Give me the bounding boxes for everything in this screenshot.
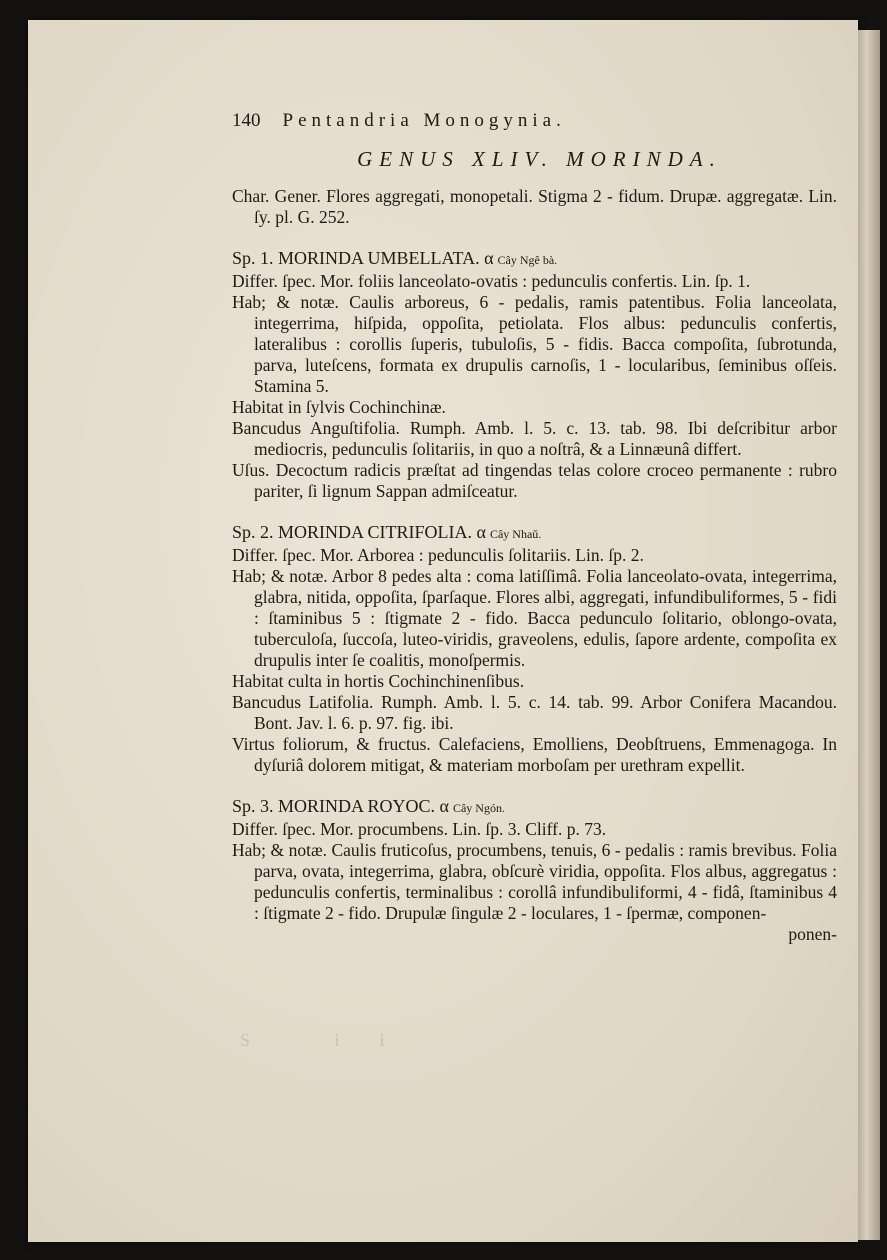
vietnamese-name: Cây Ngón. <box>452 801 505 815</box>
genus-character: Char. Gener. Flores aggregati, monopetali. Stigma 2 - fidum. Drupæ. aggregatæ. Lin. ſy. pl. G. 252. <box>232 186 837 227</box>
page-content <box>232 110 837 963</box>
species-paragraph: Bancudus Anguſtifolia. Rumph. Amb. l. 5. c. 13. tab. 98. Ibi deſcribitur arbor mediocris, pedunculis ſolitariis, in quo a noſtrâ, & a Linnæunâ differt. <box>232 418 837 459</box>
species-paragraph: Differ. ſpec. Mor. Arborea : pedunculis ſolitariis. Lin. ſp. 2. <box>232 545 644 565</box>
species-paragraph: Bancudus Latifolia. Rumph. Amb. l. 5. c. 14. tab. 99. Arbor Conifera Macandou. Bont. Jav. l. 6. p. 97. fig. ibi. <box>232 692 837 733</box>
vietnamese-name: Cây Nhaŭ. <box>489 527 542 541</box>
vietnamese-name: Cây Ngê bà. <box>497 253 558 267</box>
species-paragraph: Differ. ſpec. Mor. procumbens. Lin. ſp. 3. Cliff. p. 73. <box>232 819 607 839</box>
species-heading: Sp. 3. MORINDA ROYOC. α Cây Ngón. <box>232 796 505 816</box>
species-paragraph: Habitat in ſylvis Cochinchinæ. <box>232 397 446 417</box>
species-paragraph: Differ. ſpec. Mor. foliis lanceolato-ovatis : pedunculis confertis. Lin. ſp. 1. <box>232 271 751 291</box>
species-heading: Sp. 1. MORINDA UMBELLATA. α Cây Ngê bà. <box>232 248 558 268</box>
species-block <box>232 248 837 502</box>
species-paragraph: Hab; & notæ. Caulis fruticoſus, procumbens, tenuis, 6 - pedalis : ramis brevibus. Folia parva, ovata, integerrima, glabra, obſcurè viridia, oppoſita. Flos albus, aggregatus : pedunculis confertis, terminalibus : corollâ infundibuliformi, 4 - fidâ, ſtaminibus 4 : ſtigmate 2 - fido. Drupulæ ſingulæ 2 - loculares, 1 - ſpermæ, componen- <box>232 840 837 923</box>
species-paragraph: Virtus foliorum, & fructus. Calefaciens, Emolliens, Deobſtruens, Emmenagoga. In dyſuriâ dolorem mitigat, & materiam morboſam per urethram expellit. <box>232 734 837 775</box>
species-paragraph: Hab; & notæ. Arbor 8 pedes alta : coma latiſſimâ. Folia lanceolato-ovata, integerrima, glabra, nitida, oppoſita, ſparſaque. Flores albi, aggregati, infundibuliformes, 5 - fidi : ſtaminibus 5 : ſtigmate 2 - fido. Bacca pedunculo ſolitario, oblongo-ovata, tuberculoſa, ſuccoſa, luteo-viridis, graveolens, edulis, ſapore ardente, compoſita ex drupulis inter ſe coalitis, monoſpermis. <box>232 566 837 670</box>
species-paragraph: Habitat culta in hortis Cochinchinenſibus. <box>232 671 525 691</box>
species-paragraph: Hab; & notæ. Caulis arboreus, 6 - pedalis, ramis patentibus. Folia lanceolata, integerrima, hiſpida, oppoſita, petiolata. Flos albus: pedunculis confertis, lateralibus : corollis ſuperis, tubuloſis, 5 - fidis. Bacca compoſita, ſubrotunda, parva, luteſcens, formata ex drupulis carnoſis, 1 - locularibus, ſeminibus oſſeis. Stamina 5. <box>232 292 837 396</box>
species-block <box>232 522 837 776</box>
catchword: ponen- <box>788 924 837 944</box>
running-title: Pentandria Monogynia. <box>282 110 566 131</box>
species-paragraph: Uſus. Decoctum radicis præſtat ad tingendas telas colore croceo permanente : rubro pariter, ſi lignum Sappan admiſceatur. <box>232 460 837 501</box>
species-block <box>232 796 837 924</box>
page-edge <box>858 30 880 1240</box>
species-heading: Sp. 2. MORINDA CITRIFOLIA. α Cây Nhaŭ. <box>232 522 542 542</box>
running-header <box>232 110 837 131</box>
page-number: 140 <box>232 110 261 131</box>
genus-title: GENUS XLIV. MORINDA. <box>357 147 722 171</box>
signature-mark: S ii <box>240 1030 425 1050</box>
